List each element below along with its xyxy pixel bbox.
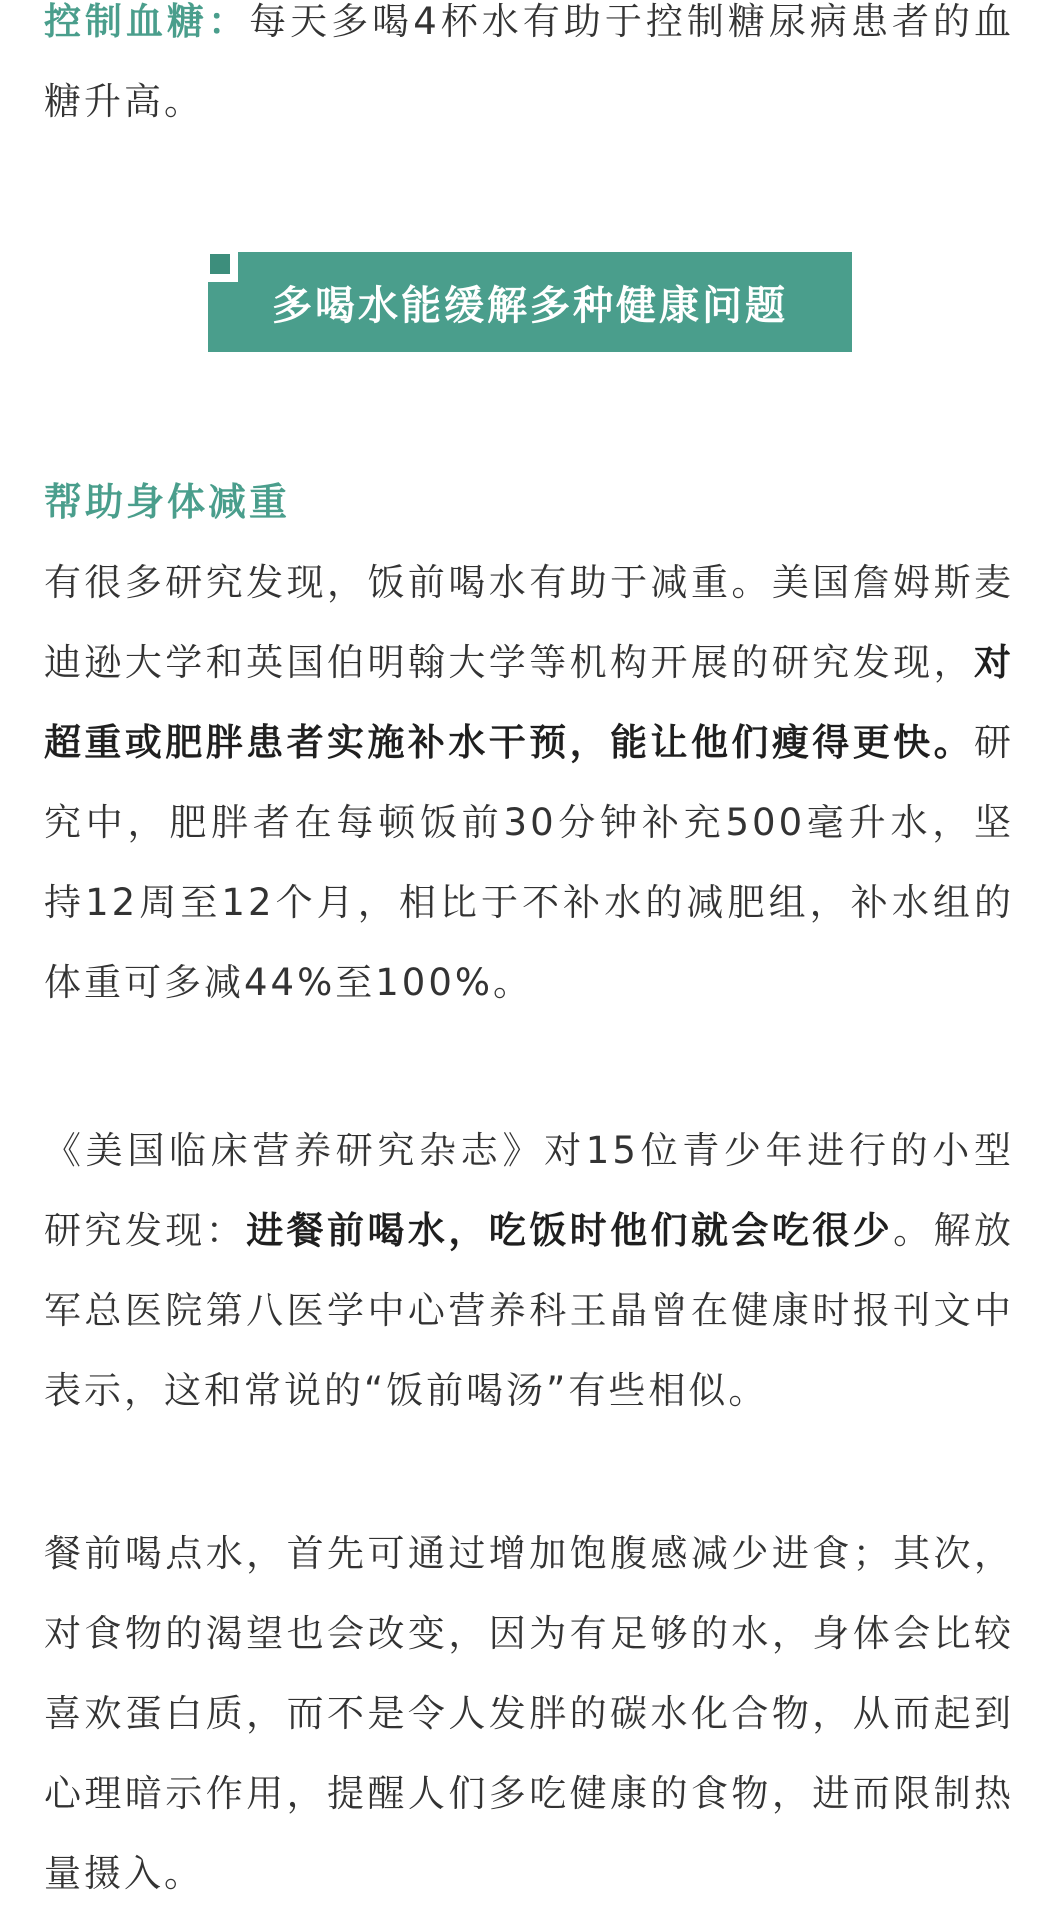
journal-study-text-2: 。解放军总医院第八医学中心营养科王晶曾在健康时报刊文中表示，这和常说的“饭前喝汤”有些相似。 xyxy=(44,1209,1015,1412)
journal-study-paragraph xyxy=(44,1111,1014,1431)
intro-text: 每天多喝4杯水有助于控制糖尿病患者的血糖升高。 xyxy=(44,0,1015,123)
pre-meal-water-paragraph: 餐前喝点水，首先可通过增加饱腹感减少进食；其次，对食物的渴望也会改变，因为有足够的水，身体会比较喜欢蛋白质，而不是令人发胖的碳水化合物，从而起到心理暗示作用，提醒人们多吃健康的食物，进而限制热量摄入。 xyxy=(44,1532,1014,1895)
weight-loss-highlight: 对超重或肥胖患者实施补水干预，能让他们瘦得更快。 xyxy=(44,641,1014,764)
weight-loss-text-1: 有很多研究发现，饭前喝水有助于减重。美国詹姆斯麦迪逊大学和英国伯明翰大学等机构开展的研究发现， xyxy=(44,561,1014,684)
banner-title: 多喝水能缓解多种健康问题 xyxy=(272,282,788,329)
weight-loss-paragraph xyxy=(44,543,1014,1023)
intro-paragraph xyxy=(44,0,1014,142)
section-heading: 帮助身体减重 xyxy=(44,480,291,524)
banner-corner-notch xyxy=(208,252,238,282)
journal-study-highlight: 进餐前喝水，吃饭时他们就会吃很少 xyxy=(246,1209,894,1252)
weight-loss-text-2: 研究中，肥胖者在每顿饭前30分钟补充500毫升水，坚持12周至12个月，相比于不补水的减肥组，补水组的体重可多减44%至100%。 xyxy=(44,721,1014,1004)
section-banner xyxy=(208,252,852,352)
banner-square-decoration xyxy=(210,254,230,274)
journal-study-text-1: 《美国临床营养研究杂志》对15位青少年进行的小型研究发现： xyxy=(44,1129,1014,1252)
intro-label: 控制血糖： xyxy=(44,0,250,43)
